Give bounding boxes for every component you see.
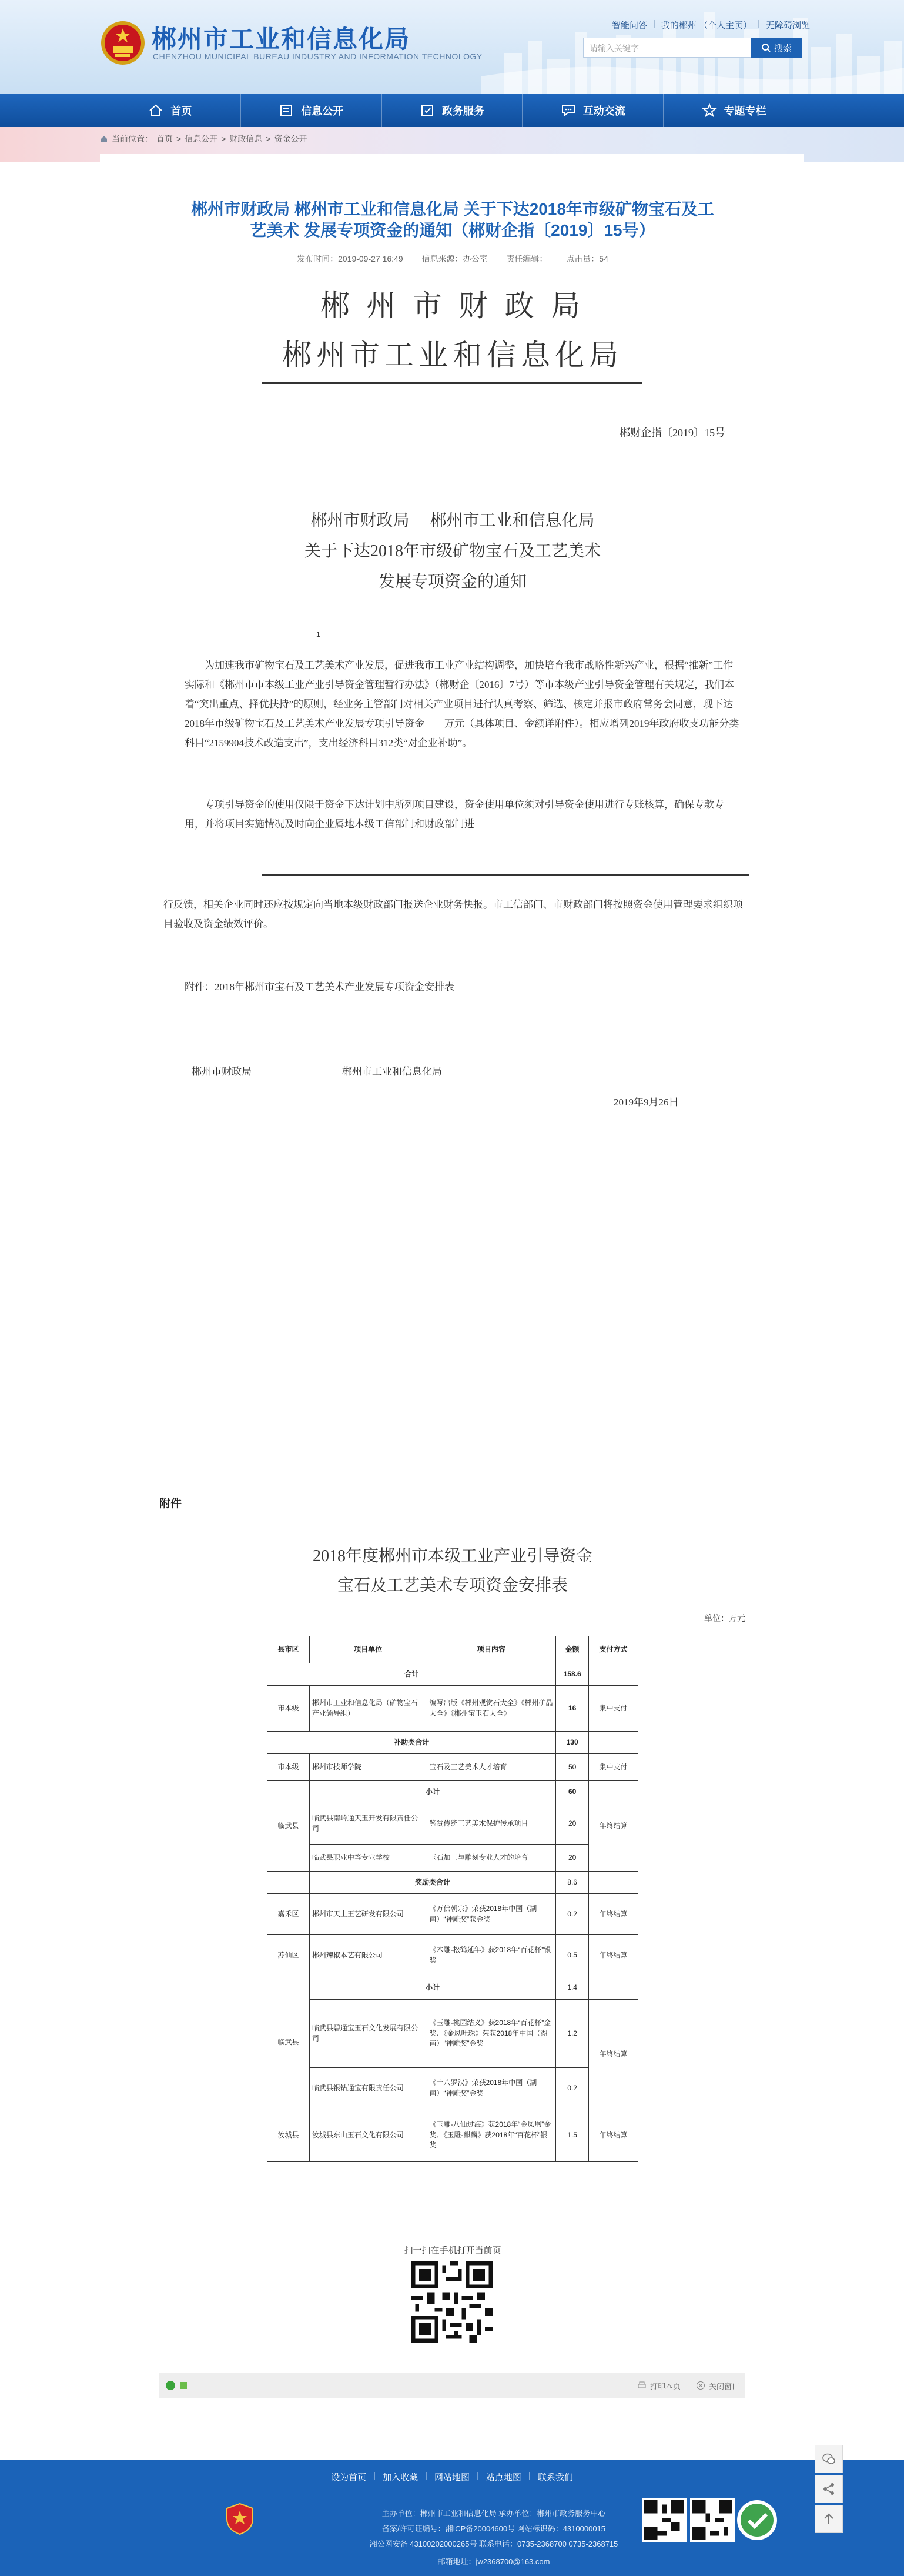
document-red-head — [247, 281, 658, 380]
table-cell: 16 — [556, 1686, 589, 1732]
table-row — [267, 1754, 638, 1781]
breadcrumb-separator: > — [266, 134, 271, 143]
table-row — [267, 1781, 638, 1803]
share-icon — [179, 2381, 188, 2390]
table-cell: 郴州市天上王艺研发有限公司 — [309, 1894, 427, 1935]
footer-qr-code-icon — [642, 2498, 687, 2542]
table-cell: 《玉雕-桃园结义》获2018年“百花杯”金奖、《金凤吐珠》荣获2018年中国（湖南）“神雕奖”金奖 — [427, 2000, 556, 2068]
close-icon — [696, 2381, 705, 2390]
footer-organizer: 主办单位：郴州市工业和信息化局 承办单位：郴州市政务服务中心 — [381, 2509, 606, 2518]
footer-links — [0, 2471, 904, 2483]
link-separator: | — [653, 19, 655, 29]
table-cell: 集中支付 — [589, 1686, 638, 1732]
table-row — [267, 1803, 638, 1845]
table-row — [267, 1663, 638, 1686]
table-cell: 0.2 — [556, 1894, 589, 1935]
table-cell: 鉴赏传统工艺美术保护传承项目 — [427, 1803, 556, 1845]
table-row — [267, 1845, 638, 1872]
table-header-row — [267, 1636, 638, 1663]
side-share-button[interactable] — [815, 2475, 843, 2503]
search-button-label: 搜索 — [774, 43, 792, 54]
table-cell: 《木雕-松鹤延年》获2018年“百花杯”银奖 — [427, 1935, 556, 1976]
footer-icp: 备案/许可证编号：湘ICP备20004600号 网站标识码：4310000015 — [381, 2524, 606, 2533]
nav-item-label: 首页 — [170, 105, 192, 117]
my-chenzhou-link[interactable]: 我的郴州 （个人主页） — [661, 21, 752, 31]
breadcrumb-separator: > — [221, 134, 226, 143]
share-icons[interactable] — [165, 2380, 188, 2391]
article-title-line: 郴州市财政局 郴州市工业和信息化局 关于下达2018年市级矿物宝石及工 — [191, 200, 714, 218]
attachment-title-line: 2018年度郴州市本级工业产业引导资金 — [312, 1547, 592, 1565]
nav-item-gov-service[interactable] — [382, 94, 523, 127]
table-row — [267, 2068, 638, 2109]
table-cell: 临武县职业中等专业学校 — [309, 1845, 427, 1872]
article-meta — [159, 253, 746, 265]
breadcrumb-info-public[interactable]: 信息公开 — [185, 134, 218, 143]
document-date: 2019年9月26日 — [614, 1097, 679, 1108]
table-cell: 50 — [556, 1754, 589, 1781]
table-cell: 《玉雕-八仙过海》获2018年“金凤凰”金奖、《玉雕-麒麟》获2018年“百花杯”银奖 — [427, 2109, 556, 2162]
table-cell: 郴州市工业和信息化局（矿物宝石产业领导组） — [309, 1686, 427, 1732]
budget-table — [267, 1636, 638, 2162]
signature-finance-bureau: 郴州市财政局 — [192, 1066, 252, 1077]
table-cell: 20 — [556, 1803, 589, 1845]
link-separator: | — [477, 2471, 479, 2481]
nav-item-label: 专题专栏 — [724, 105, 766, 117]
table-cell: 年终结算 — [589, 1781, 638, 1872]
table-row — [267, 1894, 638, 1935]
table-cell: 60 — [556, 1781, 589, 1803]
link-separator: | — [425, 2471, 427, 2481]
table-cell: 年终结算 — [589, 2000, 638, 2109]
table-cell: 0.2 — [556, 2068, 589, 2109]
table-header: 项目内容 — [427, 1636, 556, 1663]
body-paragraph: 行反馈，相关企业同时还应按规定向当地本级财政部门报送企业财务快报。市工信部门、市财政部门将按照资金使用管理要求组织项目验收及资金绩效评价。 — [163, 899, 743, 930]
table-cell: 年终结算 — [589, 1894, 638, 1935]
table-cell: 市本级 — [267, 1754, 310, 1781]
table-row — [267, 2109, 638, 2162]
table-cell: 《十八罗汉》荣获2018年中国（湖南）“神雕奖”金奖 — [427, 2068, 556, 2109]
breadcrumb — [100, 133, 307, 145]
table-cell — [589, 1872, 638, 1894]
attachment-title — [247, 1542, 658, 1601]
info-source: 信息来源：办公室 — [421, 254, 488, 263]
page-mark: 1 — [316, 630, 320, 639]
nav-item-label: 互动交流 — [582, 105, 625, 117]
arrow-up-icon — [821, 2511, 836, 2527]
link-separator: | — [528, 2471, 531, 2481]
table-cell: 奖励类合计 — [309, 1872, 555, 1894]
signature-industry-bureau: 郴州市工业和信息化局 — [342, 1066, 442, 1077]
table-row — [267, 1935, 638, 1976]
table-row — [267, 2000, 638, 2068]
article-tools-bar — [159, 2373, 745, 2398]
body-paragraph: 为加速我市矿物宝石及工艺美术产业发展，促进我市工业产业结构调整，加快培育我市战略性新兴产业，根据“推新”工作实际和《郴州市市本级工业产业引导资金管理暂行办法》（郴财企〔2016〕7号）等市本级产业引导资金管理有关规定，我们本着“突出重点、择优扶持”的原则，经业务主管部门对相关产业项目进行认真考察、筛选、核定并报市政府常务会同意，现下达2018年市级矿物宝石及工艺美术产业发展专项引导资金 万元（具体项目、金额详附件）。相应增列2019年政府收支功能分类科目“2159904技术改造支出”，支出经济科目312类“对企业补助”。 — [185, 660, 739, 749]
location-icon — [100, 135, 108, 143]
footer-email: 邮箱地址：jw2368700@163.com — [437, 2557, 550, 2566]
notice-title-line: 发展专项资金的通知 — [378, 573, 527, 591]
table-row — [267, 1732, 638, 1754]
table-cell: 20 — [556, 1845, 589, 1872]
table-cell: 临武县 — [267, 1976, 310, 2109]
table-header: 项目单位 — [309, 1636, 427, 1663]
table-cell: 苏仙区 — [267, 1935, 310, 1976]
page-break-rule — [262, 874, 749, 876]
table-cell: 临武县碧通宝玉石文化发展有限公司 — [309, 2000, 427, 2068]
footer-police-record: 湘公网安备 43100202000265号 联系电话：0735-2368700 0735-2368715 — [369, 2540, 618, 2548]
breadcrumb-finance-info[interactable]: 财政信息 — [229, 134, 263, 143]
document-head-rule — [262, 382, 642, 384]
table-cell: 郴州市技师学院 — [309, 1754, 427, 1781]
editor: 责任编辑： — [506, 254, 548, 263]
table-cell — [589, 1976, 638, 2000]
print-label: 打印本页 — [649, 2381, 681, 2391]
accessibility-link[interactable]: 无障碍浏览 — [765, 21, 810, 31]
print-icon — [637, 2381, 647, 2390]
attachment-title-line: 宝石及工艺美术专项资金安排表 — [337, 1576, 568, 1595]
red-head-line: 郴州市工业和信息化局 — [282, 339, 623, 372]
main-nav — [0, 94, 904, 127]
table-cell: 158.6 — [556, 1663, 589, 1686]
site-footer — [0, 2460, 904, 2576]
party-gov-badge-icon[interactable] — [222, 2501, 257, 2537]
interaction-icon — [561, 103, 576, 118]
search-input[interactable]: 请输入关键字 — [583, 38, 751, 58]
footer-qr-code-icon — [690, 2498, 735, 2542]
table-cell: 集中支付 — [589, 1754, 638, 1781]
table-cell: 1.4 — [556, 1976, 589, 2000]
article-title — [159, 199, 746, 242]
special-topic-icon — [702, 103, 717, 118]
article-title-line: 艺美术 发展专项资金的通知（郴财企指〔2019〕15号） — [250, 221, 655, 240]
table-cell: 1.2 — [556, 2000, 589, 2068]
nav-item-home[interactable] — [100, 94, 241, 127]
qr-code-icon — [411, 2261, 493, 2343]
table-cell: 补助类合计 — [267, 1732, 556, 1754]
body-paragraph: 专项引导资金的使用仅限于资金下达计划中所列项目建设，资金使用单位须对引导资金使用进行专账核算，确保专款专用，并将项目实施情况及时向企业属地本级工信部门和财政部门进 — [185, 799, 724, 830]
back-to-top-button[interactable] — [815, 2505, 843, 2533]
notice-title — [247, 506, 658, 597]
nav-item-interaction[interactable] — [523, 94, 664, 127]
table-cell: 0.5 — [556, 1935, 589, 1976]
breadcrumb-separator: > — [176, 134, 182, 143]
table-cell: 年终结算 — [589, 1935, 638, 1976]
table-header: 支付方式 — [589, 1636, 638, 1663]
table-cell — [589, 1663, 638, 1686]
table-cell: 8.6 — [556, 1872, 589, 1894]
close-window-button[interactable] — [696, 2380, 739, 2391]
print-button[interactable] — [637, 2380, 681, 2391]
table-cell: 临武县银钻通宝有限责任公司 — [309, 2068, 427, 2109]
nav-item-label: 信息公开 — [301, 105, 344, 117]
table-cell: 合计 — [267, 1663, 556, 1686]
site-title[interactable]: 郴州市工业和信息化局 — [152, 26, 411, 54]
table-row — [267, 1872, 638, 1894]
red-head-line: 郴 州 市 财 政 局 — [320, 289, 585, 322]
table-header: 县市区 — [267, 1636, 310, 1663]
link-separator: | — [758, 19, 760, 29]
table-cell: 宝石及工艺美术人才培育 — [427, 1754, 556, 1781]
table-cell: 1.5 — [556, 2109, 589, 2162]
national-emblem-icon — [100, 20, 146, 66]
view-count: 点击量：54 — [566, 254, 608, 263]
search-icon — [761, 43, 771, 52]
table-cell: 年终结算 — [589, 2109, 638, 2162]
breadcrumb-home[interactable]: 首页 — [156, 134, 173, 143]
table-cell: 编写出版《郴州观赏石大全》《郴州矿晶大全》《郴州宝玉石大全》 — [427, 1686, 556, 1732]
table-cell: 汝城县东山玉石文化有限公司 — [309, 2109, 427, 2162]
table-unit: 单位：万元 — [704, 1613, 745, 1623]
table-cell: 市本级 — [267, 1686, 310, 1732]
gov-service-icon — [420, 103, 435, 118]
info-public-icon — [279, 103, 294, 118]
table-cell: 130 — [556, 1732, 589, 1754]
attachment-reference: 附件：2018年郴州市宝石及工艺美术产业发展专项资金安排表 — [185, 981, 454, 993]
qr-caption: 扫一扫在手机打开当前页 — [404, 2246, 501, 2256]
wechat-share-icon — [165, 2380, 176, 2391]
table-row — [267, 1686, 638, 1732]
site-subtitle: CHENZHOU MUNICIPAL BUREAU INDUSTRY AND INFORMATION TECHNOLOGY — [153, 52, 483, 61]
share-icon — [821, 2481, 836, 2497]
breadcrumb-fund-public[interactable]: 资金公开 — [274, 134, 307, 143]
footer-link[interactable]: 站点地图 — [486, 2473, 521, 2483]
link-separator: | — [373, 2471, 376, 2481]
notice-title-line: 关于下达2018年市级矿物宝石及工艺美术 — [304, 542, 601, 560]
side-wechat-button[interactable] — [815, 2445, 843, 2473]
publish-time: 发布时间：2019-09-27 16:49 — [297, 254, 403, 263]
table-cell: 《万佛朝宗》荣获2018年中国（湖南）“神雕奖”获金奖 — [427, 1894, 556, 1935]
table-cell: 小计 — [309, 1976, 555, 2000]
table-cell: 小计 — [309, 1781, 555, 1803]
nav-item-label: 政务服务 — [441, 105, 484, 117]
search-button[interactable] — [751, 38, 802, 58]
home-icon — [148, 103, 163, 118]
table-cell: 郴州辣椒本艺有限公司 — [309, 1935, 427, 1976]
nav-item-info-public[interactable] — [241, 94, 382, 127]
table-row — [267, 1976, 638, 2000]
footer-link[interactable]: 网站地图 — [434, 2473, 470, 2483]
table-cell: 临武县 — [267, 1781, 310, 1872]
site-header — [0, 0, 904, 94]
table-cell: 汝城县 — [267, 2109, 310, 2162]
gov-site-check-badge-icon[interactable] — [736, 2499, 778, 2541]
attachment-label: 附件 — [159, 1498, 182, 1510]
nav-item-special-topic[interactable] — [664, 94, 804, 127]
notice-title-line: 郴州市财政局 郴州市工业和信息化局 — [310, 512, 595, 530]
table-cell — [589, 1732, 638, 1754]
table-cell: 玉石加工与雕刻专业人才的培育 — [427, 1845, 556, 1872]
table-header: 金额 — [556, 1636, 589, 1663]
breadcrumb-label: 当前位置： — [112, 134, 153, 143]
footer-link[interactable]: 设为首页 — [331, 2473, 367, 2483]
top-links — [606, 19, 816, 31]
close-label: 关闭窗口 — [708, 2381, 739, 2391]
document-number: 郴财企指〔2019〕15号 — [620, 427, 725, 439]
footer-link[interactable]: 加入收藏 — [383, 2473, 418, 2483]
footer-link[interactable]: 联系我们 — [537, 2473, 573, 2483]
smart-qa-link[interactable]: 智能问答 — [611, 21, 647, 31]
table-cell: 临武县南岭通天玉开发有限责任公司 — [309, 1803, 427, 1845]
table-cell — [267, 1872, 310, 1894]
wechat-icon — [821, 2451, 836, 2467]
table-cell: 嘉禾区 — [267, 1894, 310, 1935]
